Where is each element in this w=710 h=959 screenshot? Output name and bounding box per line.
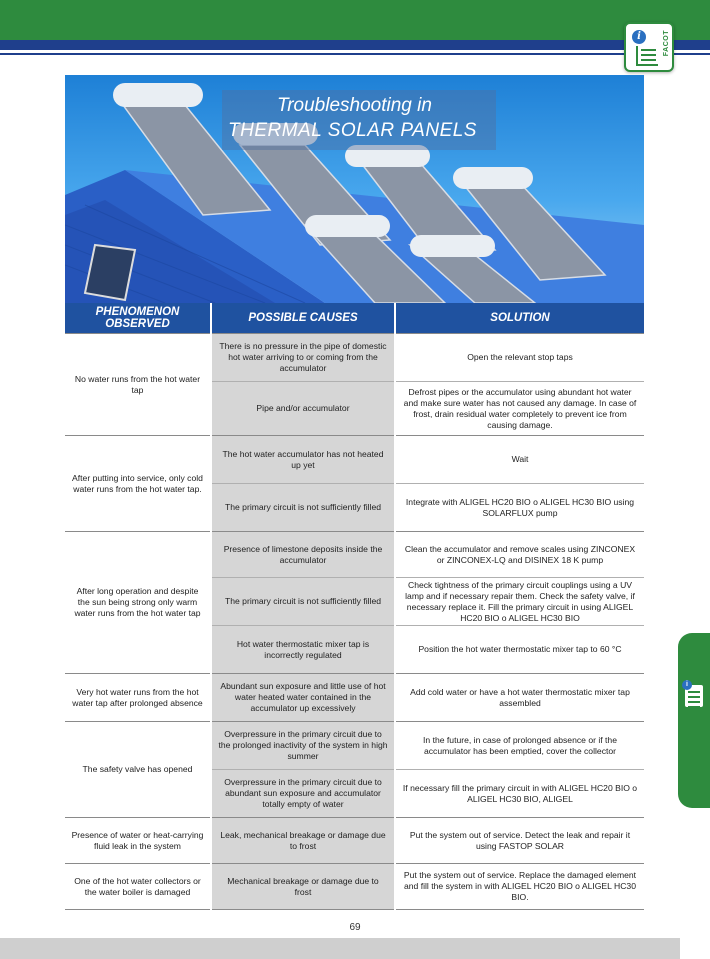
- cause-cell: Leak, mechanical breakage or damage due to frost: [211, 818, 395, 864]
- top-thin-line: [0, 53, 710, 55]
- solution-cell: Integrate with ALIGEL HC20 BIO o ALIGEL HC30 BIO using SOLARFLUX pump: [395, 484, 644, 532]
- table-row: [65, 722, 644, 770]
- solution-cell: Put the system out of service. Detect the leak and repair it using FASTOP SOLAR: [395, 818, 644, 864]
- cause-cell: Mechanical breakage or damage due to frost: [211, 864, 395, 910]
- phenomenon-cell: After putting into service, only cold water runs from the hot water tap.: [65, 436, 211, 532]
- top-blue-line: [0, 40, 710, 50]
- page-number: 69: [349, 922, 361, 933]
- table-row: [65, 674, 644, 722]
- brand-text: FACOT: [663, 30, 670, 57]
- cause-cell: Overpressure in the primary circuit due to abundant sun exposure and accumulator totally empty of water: [211, 770, 395, 818]
- table-row: [65, 864, 644, 910]
- hero-image: [65, 75, 644, 303]
- table-row: [65, 436, 644, 484]
- solution-cell: Put the system out of service. Replace the damaged element and fill the system in with ALIGEL HC20 BIO o ALIGEL HC30 BIO.: [395, 864, 644, 910]
- hero-title-line2: THERMAL SOLAR PANELS: [228, 120, 477, 141]
- cause-cell: Overpressure in the primary circuit due to the prolonged inactivity of the system in high summer: [211, 722, 395, 770]
- hero-title-line1: Troubleshooting in: [277, 95, 432, 116]
- cause-cell: Pipe and/or accumulator: [211, 382, 395, 436]
- side-tab: [678, 633, 710, 808]
- phenomenon-cell: The safety valve has opened: [65, 722, 211, 818]
- cause-cell: The primary circuit is not sufficiently filled: [211, 578, 395, 626]
- cause-cell: Hot water thermostatic mixer tap is incorrectly regulated: [211, 626, 395, 674]
- info-document-icon: i: [685, 685, 703, 707]
- phenomenon-cell: After long operation and despite the sun being strong only warm water runs from the hot water tap: [65, 532, 211, 674]
- solution-cell: Defrost pipes or the accumulator using abundant hot water and make sure water has not caused any damage. In case of frost, drain residual water completely to prevent ice from causing damage.: [395, 382, 644, 436]
- facot-logo-icon: i FACOT: [624, 22, 674, 72]
- solution-cell: Clean the accumulator and remove scales using ZINCONEX or ZINCONEX-LQ and DISINEX 18 K pump: [395, 532, 644, 578]
- bottom-gray-band: [0, 938, 680, 959]
- cause-cell: Abundant sun exposure and little use of hot water heated water contained in the accumulator up excessively: [211, 674, 395, 722]
- solution-cell: Wait: [395, 436, 644, 484]
- phenomenon-cell: No water runs from the hot water tap: [65, 334, 211, 436]
- solution-cell: Check tightness of the primary circuit couplings using a UV lamp and if necessary repair them. Check the safety valve, if necessary replace it. Fill the primary circuit in using ALIGEL HC20 BIO o ALIGEL HC30 BIO: [395, 578, 644, 626]
- solution-cell: If necessary fill the primary circuit in with ALIGEL HC20 BIO o ALIGEL HC30 BIO, ALIGEL: [395, 770, 644, 818]
- cause-cell: The primary circuit is not sufficiently filled: [211, 484, 395, 532]
- header-phenomenon: PHENOMENON OBSERVED: [65, 303, 211, 334]
- phenomenon-cell: Very hot water runs from the hot water tap after prolonged absence: [65, 674, 211, 722]
- phenomenon-cell: Presence of water or heat-carrying fluid leak in the system: [65, 818, 211, 864]
- solution-cell: In the future, in case of prolonged absence or if the accumulator has been emptied, cover the collector: [395, 722, 644, 770]
- cause-cell: The hot water accumulator has not heated up yet: [211, 436, 395, 484]
- header-solution: SOLUTION: [395, 303, 644, 334]
- cause-cell: There is no pressure in the pipe of domestic hot water arriving to or coming from the accumulator: [211, 334, 395, 382]
- solution-cell: Position the hot water thermostatic mixer tap to 60 °C: [395, 626, 644, 674]
- cause-cell: Presence of limestone deposits inside the accumulator: [211, 532, 395, 578]
- hero-title: [222, 90, 496, 150]
- top-green-band: [0, 0, 710, 40]
- troubleshooting-table: [65, 303, 644, 910]
- table-header-row: [65, 303, 644, 334]
- phenomenon-cell: One of the hot water collectors or the water boiler is damaged: [65, 864, 211, 910]
- table-row: [65, 818, 644, 864]
- solution-cell: Open the relevant stop taps: [395, 334, 644, 382]
- table-row: [65, 532, 644, 578]
- header-causes: POSSIBLE CAUSES: [211, 303, 395, 334]
- table-row: [65, 334, 644, 382]
- solution-cell: Add cold water or have a hot water thermostatic mixer tap assembled: [395, 674, 644, 722]
